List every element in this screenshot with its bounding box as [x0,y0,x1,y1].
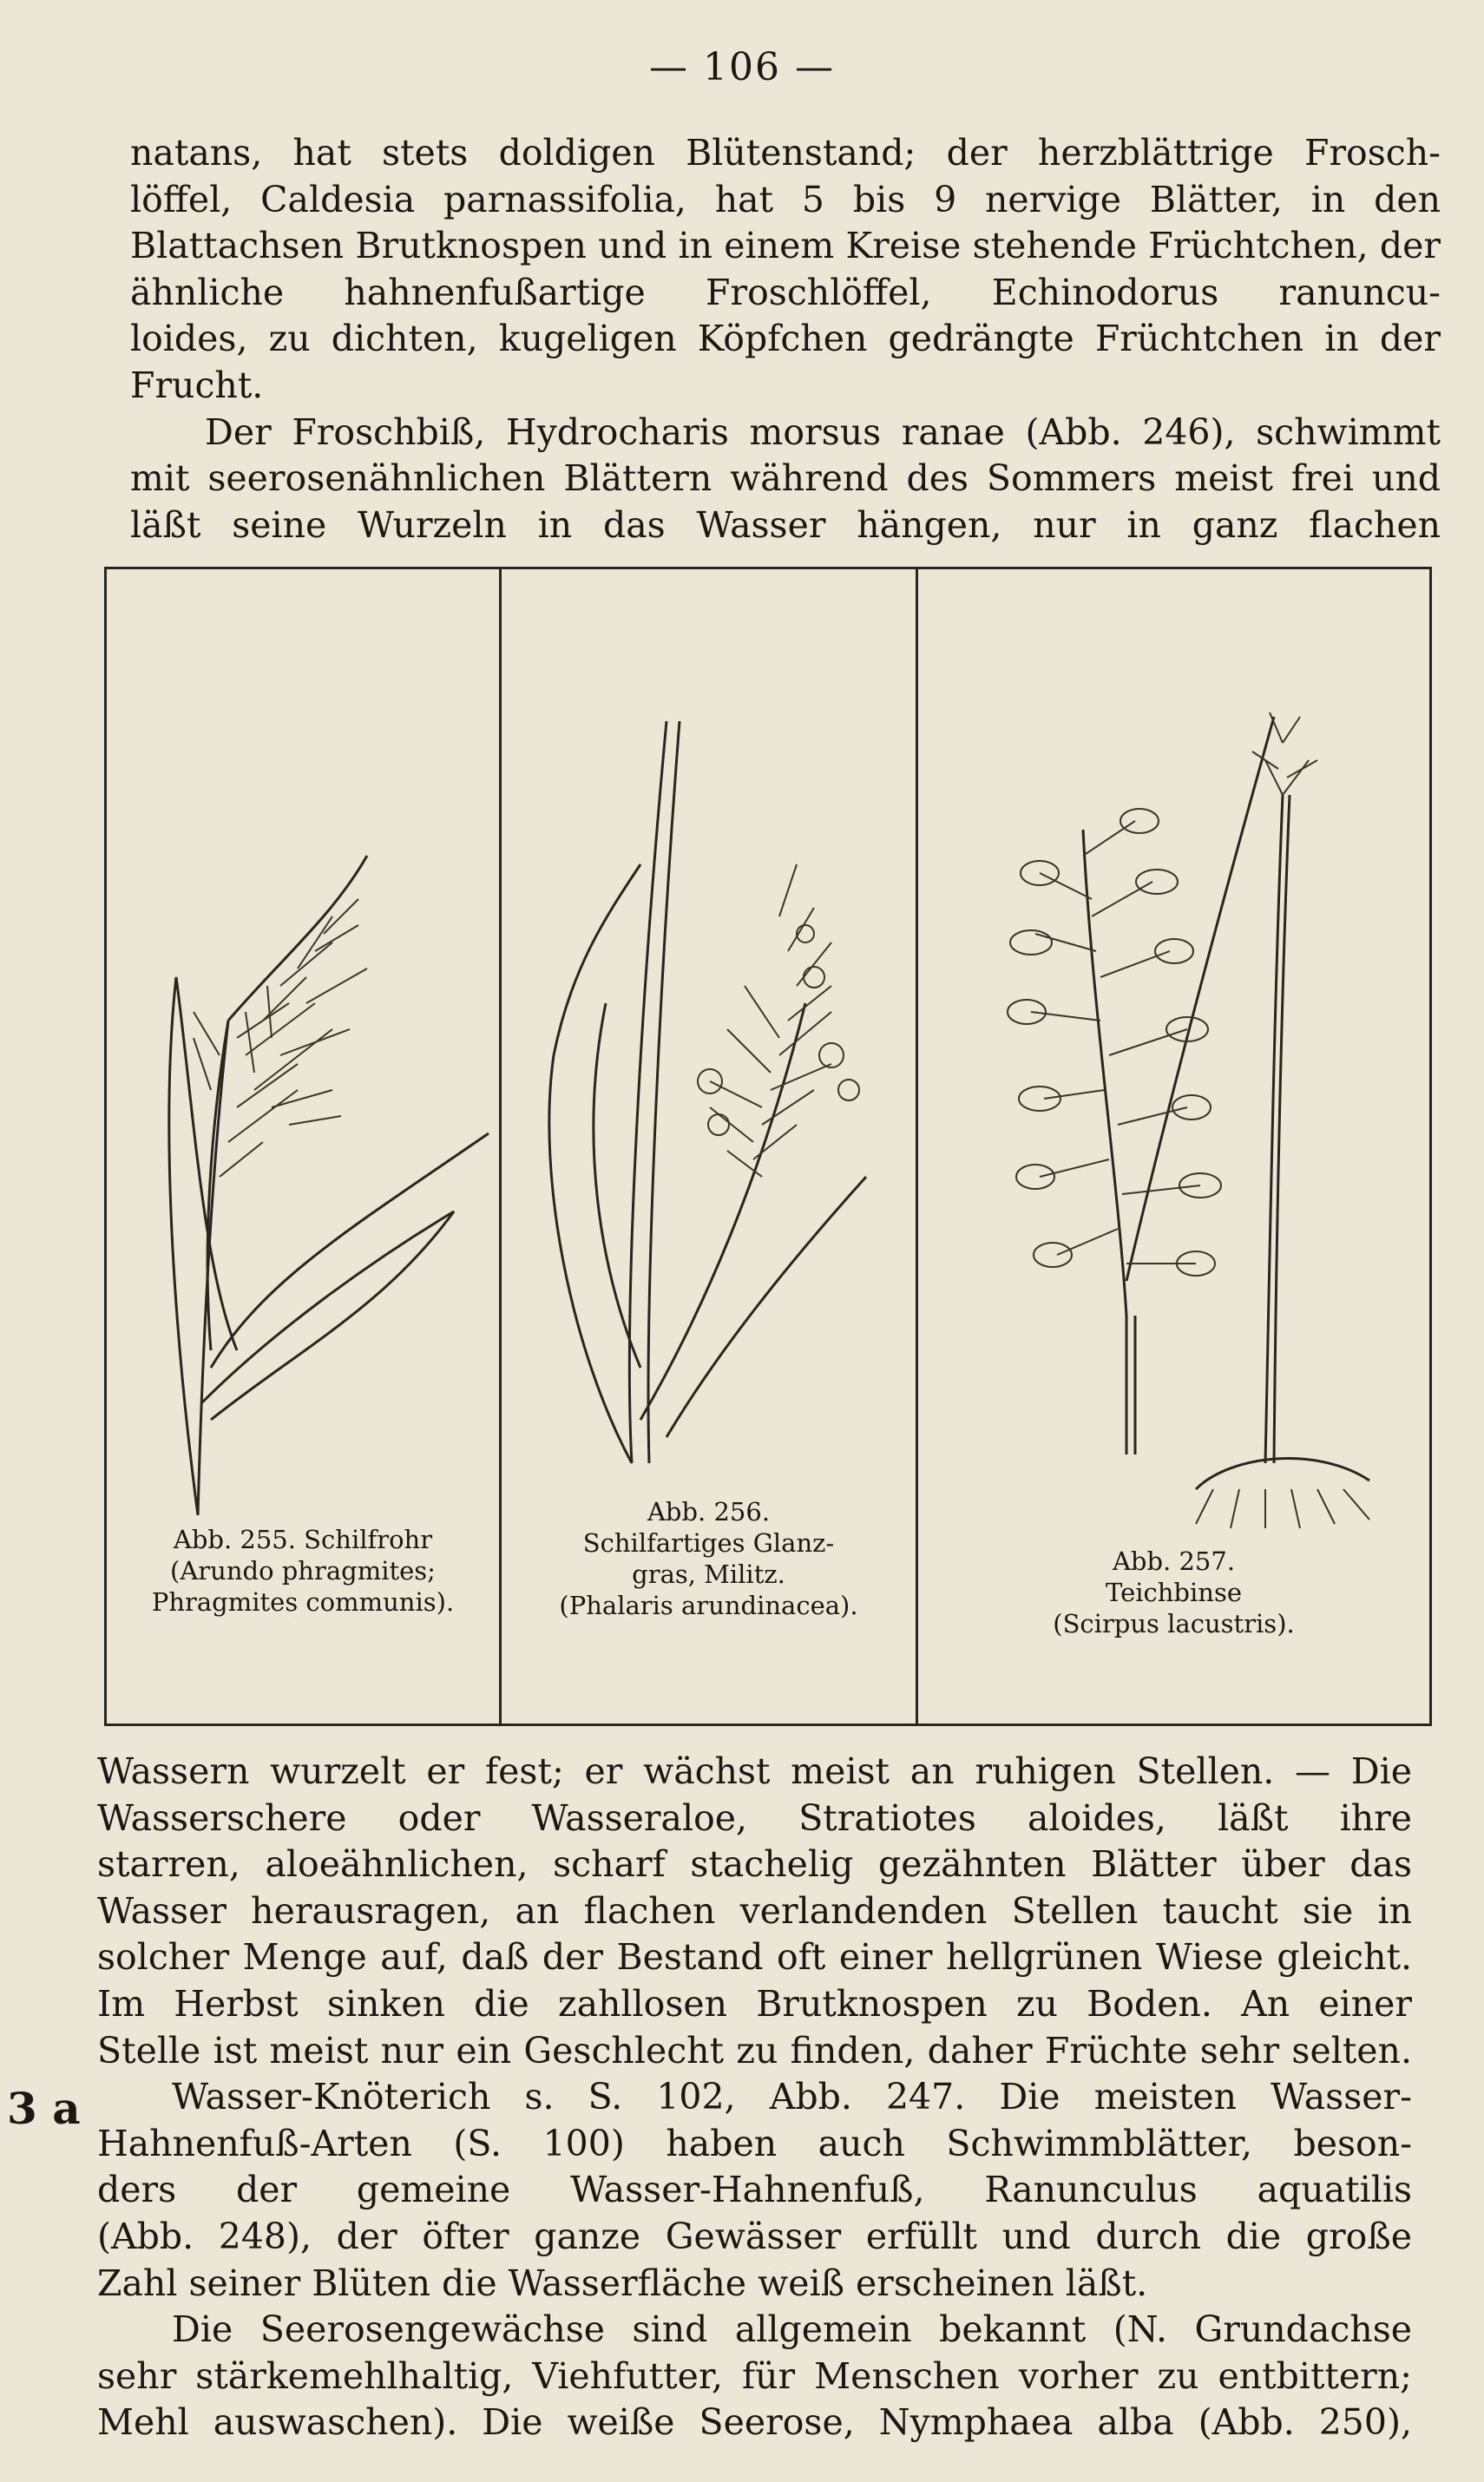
text-line: Mehl auswaschen). Die weiße Seerose, Nymphaea alba (Abb. 250), [97,2401,1412,2444]
caption-line: Abb. 256. [647,1497,771,1527]
text-line: Im Herbst sinken die zahllosen Brutknospen zu Boden. An einer [97,1982,1412,2025]
text-line: Stelle ist meist nur ein Geschlecht zu finden, daher Früchte sehr selten. [97,2029,1412,2072]
caption-line: gras, Militz. [632,1559,785,1589]
text-line: Die Seerosengewächse sind allgemein bekannt (N. Grundachse [172,2308,1412,2351]
page-number: — 106 — [649,45,835,89]
caption-line: Schilfartiges Glanz- [582,1528,835,1558]
text-line: Frucht. [130,364,264,406]
figure-caption-257 [918,1546,1429,1639]
text-line: starren, aloeähnlichen, scharf stachelig gezähnten Blätter über das [97,1843,1412,1886]
margin-note: 3 a [7,2083,81,2134]
caption-line: Phragmites communis). [151,1587,455,1617]
text-line: ders der gemeine Wasser-Hahnenfuß, Ranunculus aquatilis [97,2169,1412,2211]
text-line: Hahnenfuß-Arten (S. 100) haben auch Schwimmblätter, beson- [97,2122,1412,2164]
text-line: sehr stärkemehlhaltig, Viehfutter, für Menschen vorher zu entbittern; [97,2354,1412,2397]
caption-line: (Phalaris arundinacea). [559,1591,858,1620]
text-line: loides, zu dichten, kugeligen Köpfchen gedrängte Früchtchen in der [130,318,1441,360]
text-line: natans, hat stets doldigen Blütenstand; der herzblättrige Frosch- [130,132,1441,174]
figure-panel-bulrush [918,569,1429,1724]
text-line: Blattachsen Brutknospen und in einem Kreise stehende Früchtchen, der [130,225,1441,267]
caption-line: (Arundo phragmites; [170,1556,436,1586]
text-line: läßt seine Wurzeln in das Wasser hängen, nur in ganz flachen [130,503,1441,546]
text-line: Der Froschbiß, Hydrocharis morsus ranae (Abb. 246), schwimmt [205,410,1441,453]
text-line: ähnliche hahnenfußartige Froschlöffel, Echinodorus ranuncu- [130,271,1441,313]
text-line: Wasser herausragen, an flachen verlandenden Stellen taucht sie in [97,1889,1412,1932]
figure-plate [104,567,1432,1726]
bottom-text-block [97,1749,1412,2446]
figure-panel-canary-grass [502,569,918,1724]
caption-line: Abb. 255. Schilfrohr [173,1525,433,1554]
figure-panel-reed [107,569,502,1724]
figure-caption-256 [502,1496,916,1621]
text-line: Zahl seiner Blüten die Wasserfläche weiß erscheinen läßt. [97,2262,1148,2304]
text-line: mit seerosenähnlichen Blättern während des Sommers meist frei und [130,457,1441,500]
text-line: löffel, Caldesia parnassifolia, hat 5 bis 9 nervige Blätter, in den [130,178,1441,220]
top-text-block [130,130,1441,548]
caption-line: Teichbinse [1105,1578,1242,1607]
text-line: (Abb. 248), der öfter ganze Gewässer erfüllt und durch die große [97,2215,1412,2257]
figure-caption-255 [107,1524,499,1618]
text-line: Wassern wurzelt er fest; er wächst meist an ruhigen Stellen. — Die [97,1750,1412,1792]
caption-line: (Scirpus lacustris). [1053,1609,1295,1638]
text-line: Wasser-Knöterich s. S. 102, Abb. 247. Die meisten Wasser- [172,2076,1412,2118]
caption-line: Abb. 257. [1112,1546,1236,1576]
text-line: solcher Menge auf, daß der Bestand oft einer hellgrünen Wiese gleicht. [97,1936,1412,1979]
text-line: Wasserschere oder Wasseraloe, Stratiotes aloides, läßt ihre [97,1796,1412,1839]
